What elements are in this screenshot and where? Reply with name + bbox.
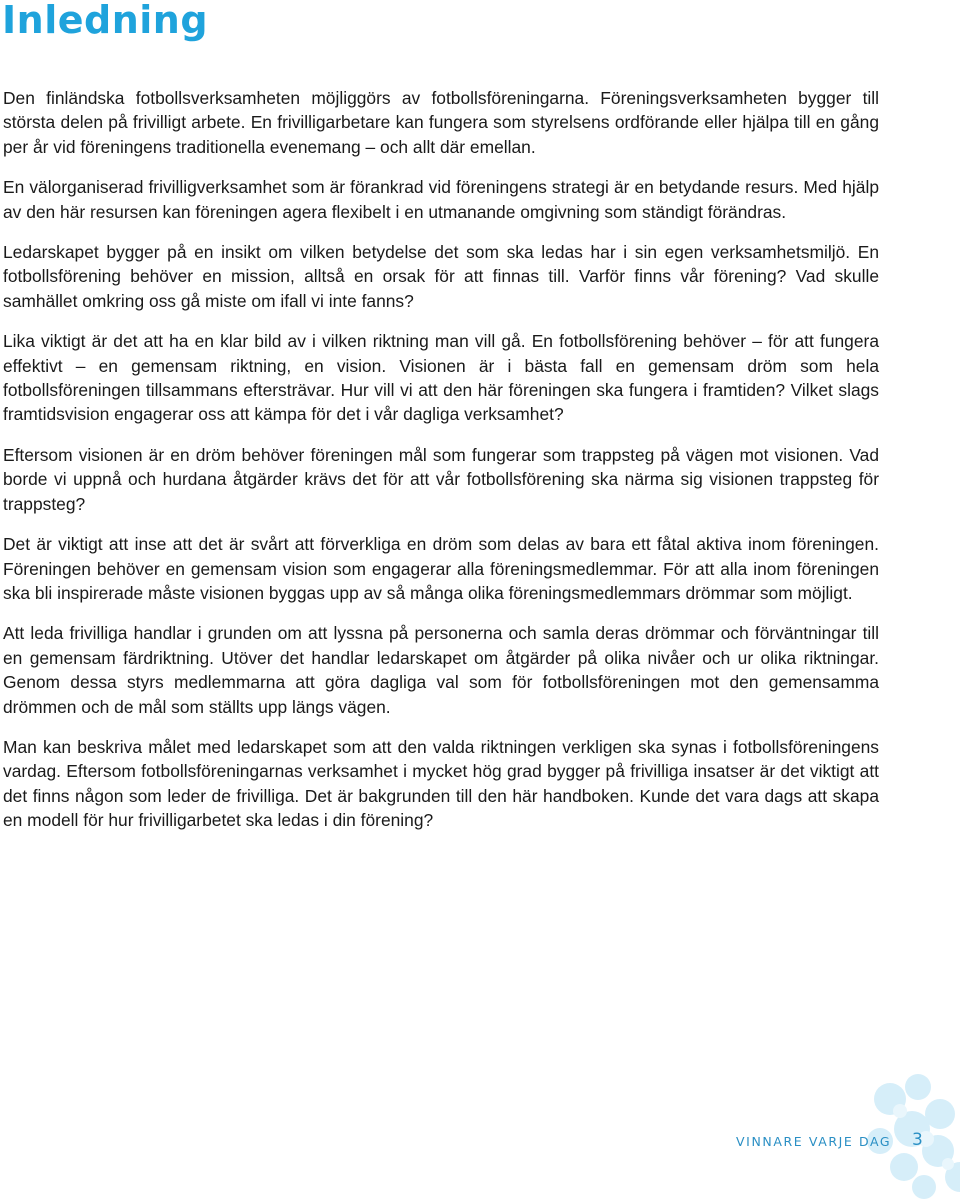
paragraph: En välorganiserad frivilligverksamhet som är förankrad vid föreningens strategi är en betydande resurs. Med hjälp av den här resursen kan föreningen agera flexibelt i en utmanande omgivning som ständigt förändras. [3, 177, 879, 222]
paragraph: Eftersom visionen är en dröm behöver föreningen mål som fungerar som trappsteg på vägen mot visionen. Vad borde vi uppnå och hurdana åtgärder krävs det för att vår fotbollsförening ska närma sig visionen trappsteg för trappsteg? [3, 444, 879, 514]
paragraph: Den finländska fotbollsverksamheten möjliggörs av fotbollsföreningarna. Föreningsverksamheten bygger till största delen på frivilligt arbete. En frivilligarbetare kan fungera som styrelsens ordförande eller hjälpa till en gång per år vid föreningens traditionella evenemang – och allt där emellan. [3, 88, 879, 157]
page-number: 3 [912, 1130, 923, 1150]
footer-tagline: VINNARE VARJE DAG [736, 1134, 892, 1149]
page-footer [720, 1077, 960, 1187]
snowflake-pattern-icon [820, 1059, 960, 1199]
paragraph: Lika viktigt är det att ha en klar bild av i vilken riktning man vill gå. En fotbollsförening behöver – för att fungera effektivt – en gemensam riktning, en vision. Visionen är i bästa fall en gemensam dröm som hela fotbollsföreningen tillsammans eftersträvar. Hur vill vi att den här föreningen ska fungera i framtiden? Vilket slags framtidsvision engagerar oss att kämpa för det i vår dagliga verksamhet? [3, 331, 879, 425]
body-text [3, 86, 879, 849]
paragraph: Man kan beskriva målet med ledarskapet som att den valda riktningen verkligen ska synas i fotbollsföreningens vardag. Eftersom fotbollsföreningarnas verksamhet i mycket hög grad bygger på frivilliga insatser är det viktigt att det finns någon som leder de frivilliga. Det är bakgrunden till den här handboken. Kunde det vara dags att skapa en modell för hur frivilligarbetet ska ledas i din förening? [3, 736, 879, 831]
paragraph: Ledarskapet bygger på en insikt om vilken betydelse det som ska ledas har i sin egen verksamhetsmiljö. En fotbollsförening behöver en mission, alltså en orsak för att finnas till. Varför finns vår förening? Vad skulle samhället omkring oss gå miste om ifall vi inte fanns? [3, 242, 879, 311]
paragraph: Det är viktigt att inse att det är svårt att förverkliga en dröm som delas av bara ett fåtal aktiva inom föreningen. Föreningen behöver en gemensam vision som engagerar alla föreningsmedlemmar. För att alla inom föreningen ska bli inspirerade måste visionen byggas upp av så många olika föreningsmedlemmars drömmar som möjligt. [3, 534, 879, 603]
paragraph: Att leda frivilliga handlar i grunden om att lyssna på personerna och samla deras drömmar och förväntningar till en gemensam färdriktning. Utöver det handlar ledarskapet om åtgärder på olika nivåer och ur olika riktningar. Genom dessa styrs medlemmarna att göra dagliga val som för fotbollsföreningen mot den gemensamma drömmen och de mål som ställts upp längs vägen. [3, 623, 879, 717]
page-title: Inledning [2, 0, 209, 42]
